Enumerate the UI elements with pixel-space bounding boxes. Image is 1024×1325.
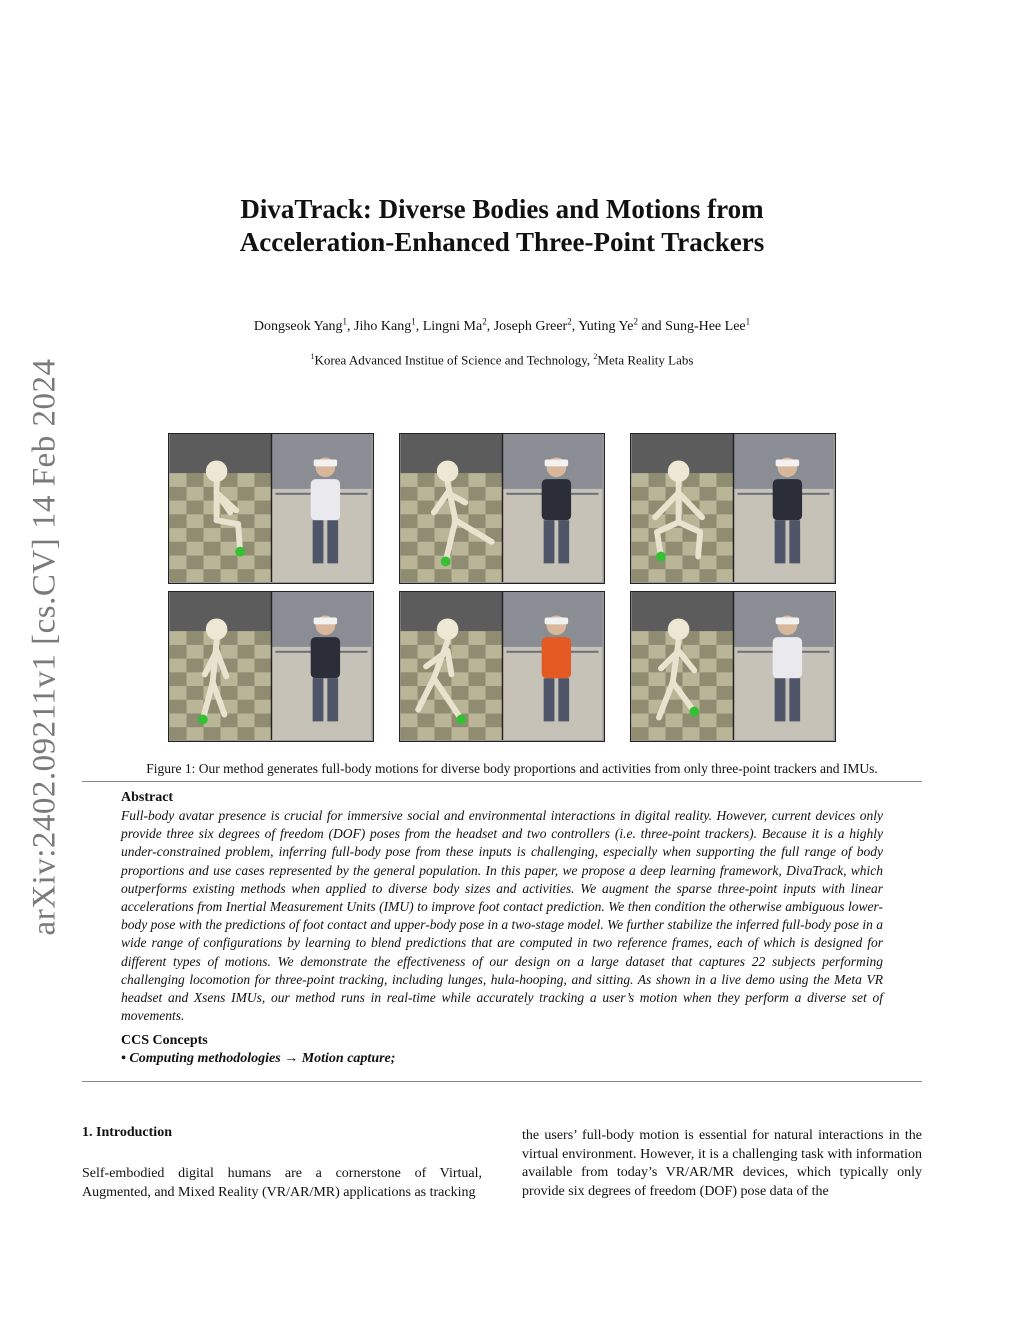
- abstract: [121, 789, 883, 1025]
- author-name: Joseph Greer: [493, 318, 568, 334]
- section-heading: 1. Introduction: [82, 1125, 172, 1140]
- body-column-right: the users’ full-body motion is essential for natural interactions in the virtual environment. However, it is a challenging task with information available from today’s VR/AR/MR devices, which typically only provide six degrees of freedom (DOF) pose data of the: [522, 1128, 922, 1199]
- author-affiliation-mark: 2: [567, 316, 572, 326]
- author-affiliation-mark: 2: [482, 316, 487, 326]
- author-list: [120, 316, 884, 335]
- abstract-heading: Abstract: [121, 790, 174, 805]
- author-name: Lingni Ma: [422, 318, 483, 334]
- author-name: Dongseok Yang: [253, 318, 343, 334]
- author-name: Yuting Ye: [578, 318, 634, 334]
- arxiv-identifier-text: arXiv:2402.09211v1 [cs.CV] 14 Feb 2024: [26, 358, 63, 936]
- abstract-text: Full-body avatar presence is crucial for immersive social and environmental interactions in digital reality. However, current devices only provide three six degrees of freedom (DOF) poses from the headset and two controllers (i.e. three-point trackers). Because it is a highly under-constrained problem, inferring full-body pose from these inputs is challenging, especially when supporting the full range of body proportions and use cases represented by the general population. In this paper, we propose a deep learning framework, DivaTrack, which outperforms existing methods when applied to diverse body sizes and activities. We augment the sparse three-point inputs with linear accelerations from Inertial Measurement Units (IMU) to improve foot contact prediction. We then condition the otherwise ambiguous lower-body pose with the predictions of foot contact and upper-body pose in a two-stage model. We further stabilize the inferred full-body pose in a wide range of configurations by learning to blend predictions that are computed in two reference frames, each of which is designed for different types of motions. We demonstrate the effectiveness of our design on a large dataset that captures 22 subjects performing challenging locomotion for three-point tracking, including lunges, hula-hooping, and sitting. As shown in a live demo using the Meta VR headset and Xsens IMUs, our method runs in real-time while accurately tracking a user’s motion when they perform a diverse set of movements.: [121, 808, 883, 1024]
- body-column-left: Self-embodied digital humans are a cornerstone of Virtual, Augmented, and Mixed Reality (VR/AR/MR) applications as tracking: [82, 1166, 482, 1200]
- arxiv-identifier: [20, 355, 70, 940]
- title-line: DivaTrack: Diverse Bodies and Motions from: [240, 194, 764, 224]
- affiliations: $^1$Korea Advanced Institue of Science and Technology, $^2$Meta Reality Labs: [310, 352, 694, 368]
- teaser-panel-sitting: [168, 433, 374, 584]
- author-affiliation-mark: 1: [411, 316, 416, 326]
- teaser-panel-kicking: [399, 433, 605, 584]
- author: [665, 316, 751, 334]
- abstract-top-rule: [82, 781, 922, 782]
- author: Dongseok Yang$^1$,: [253, 316, 355, 334]
- teaser-panel-lunging: [399, 591, 605, 742]
- ccs-heading: CCS Concepts: [121, 1033, 208, 1048]
- affiliation-name: Korea Advanced Institue of Science and Technology: [314, 352, 587, 368]
- author: Yuting Ye$^2$ and: [578, 316, 666, 334]
- affiliation-name: Meta Reality Labs: [597, 352, 694, 368]
- author-name: Jiho Kang: [354, 318, 412, 334]
- affiliation-number: 1: [310, 352, 315, 361]
- author-affiliation-mark: 1: [342, 316, 348, 326]
- teaser-panel-walking: [168, 591, 374, 742]
- affiliation-number: 2: [593, 352, 598, 361]
- ccs-line: • Computing methodologies → Motion capture;: [121, 1051, 396, 1066]
- teaser-panel-squatting: [630, 433, 836, 584]
- author: Lingni Ma$^2$,: [422, 316, 494, 334]
- abstract-bottom-rule: [82, 1081, 922, 1082]
- figure-caption: Figure 1: Our method generates full-body motions for diverse body proportions and activities from only three-point trackers and IMUs.: [146, 761, 878, 776]
- author-name: Sung-Hee Lee: [665, 318, 746, 334]
- ccs-concepts: [121, 1032, 395, 1068]
- author-affiliation-mark: 1: [745, 316, 751, 326]
- teaser-panel-carrying: [630, 591, 836, 742]
- paper-title: [120, 193, 884, 259]
- author: Joseph Greer$^2$,: [493, 316, 579, 334]
- author-affiliation-mark: 2: [633, 316, 638, 326]
- teaser-figure: [168, 433, 838, 743]
- author: Jiho Kang$^1$,: [354, 316, 423, 334]
- title-line: Acceleration-Enhanced Three-Point Trackers: [239, 227, 765, 257]
